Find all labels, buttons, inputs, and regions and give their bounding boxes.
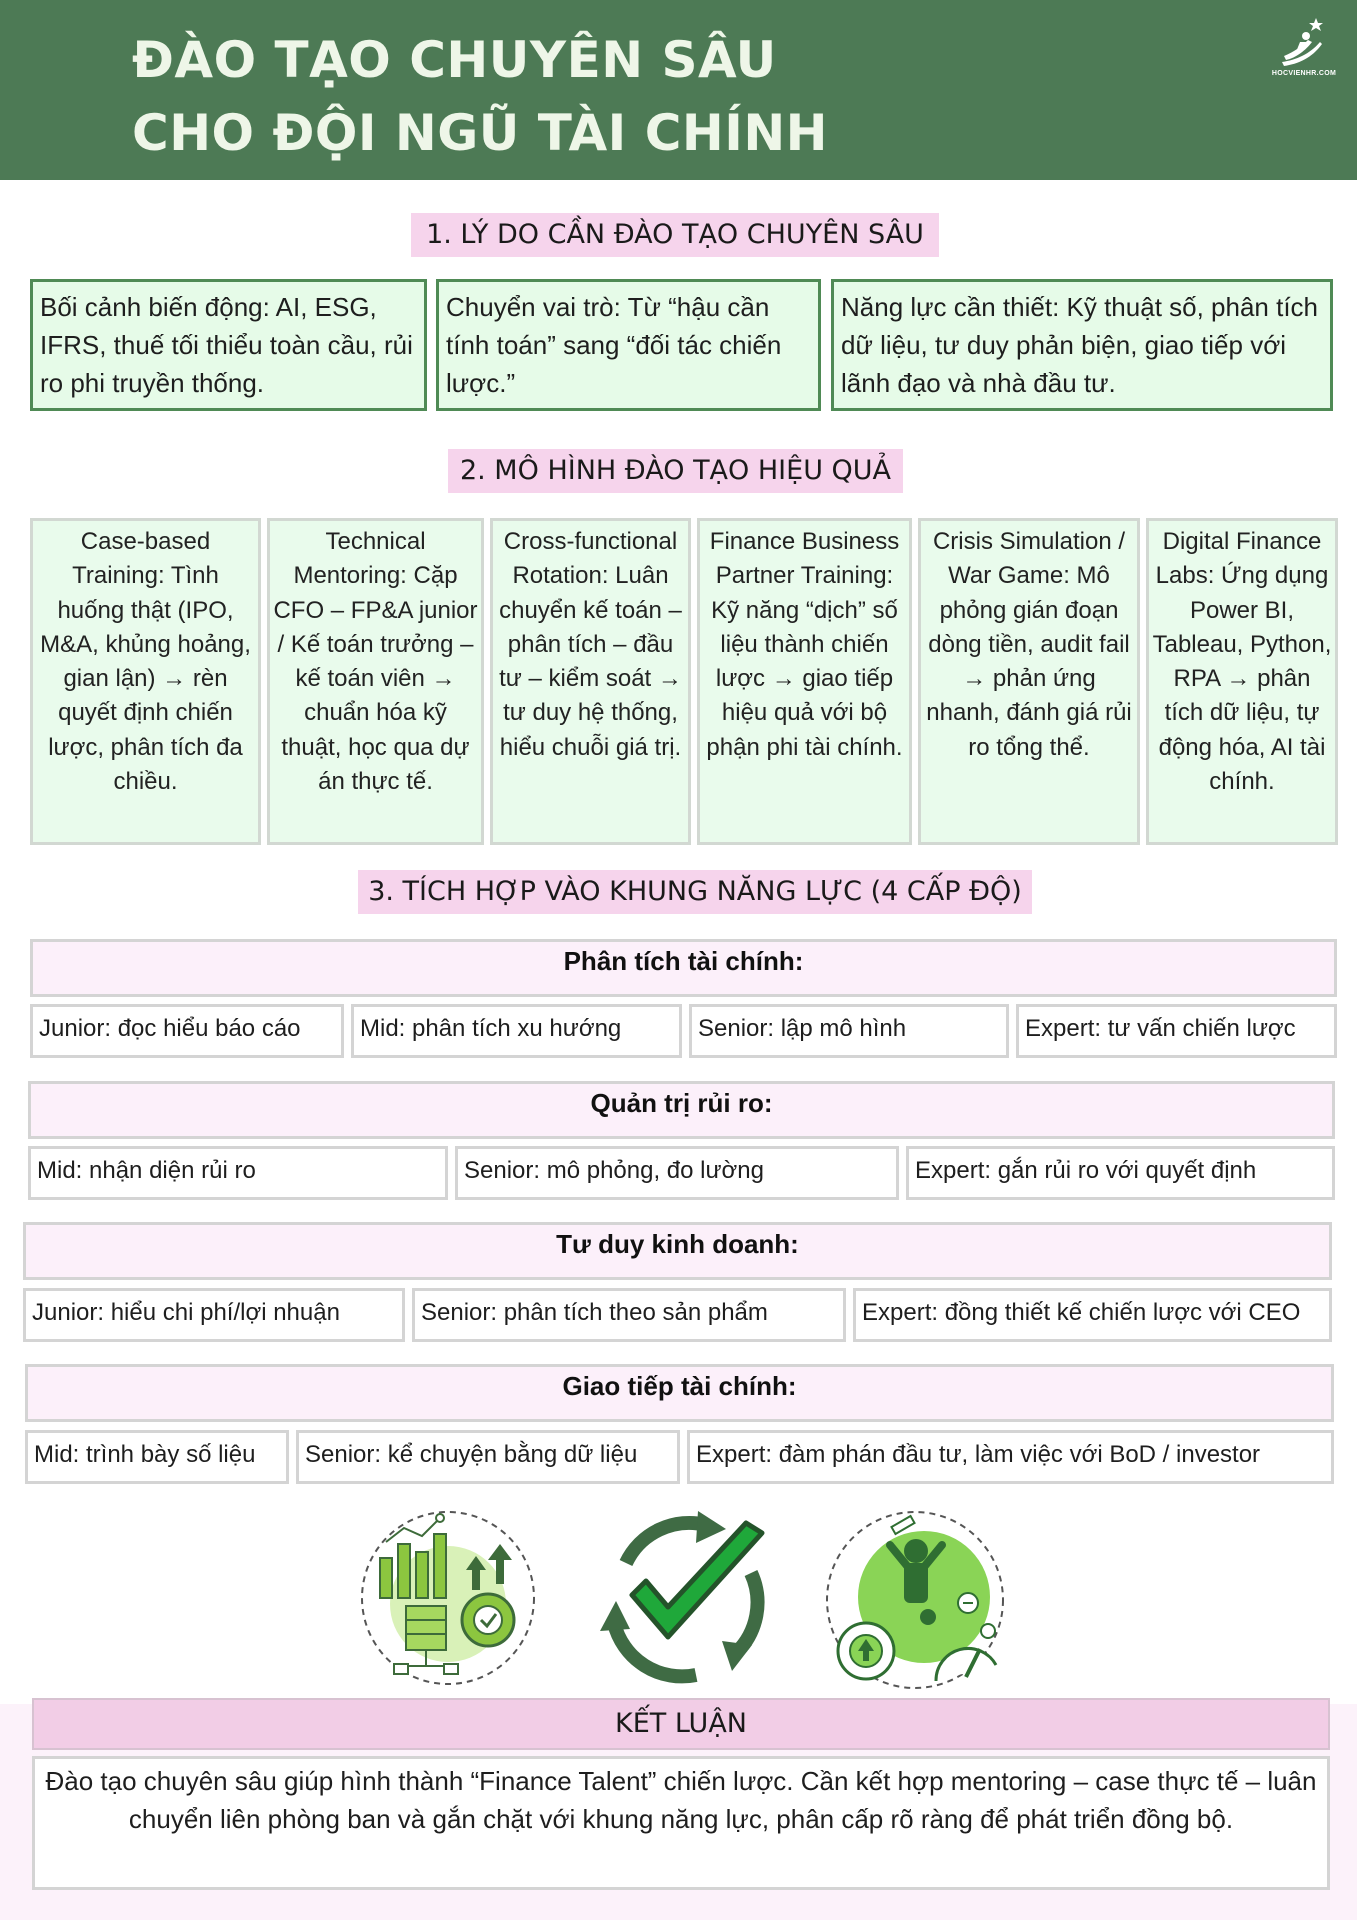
- conclusion-text: Đào tạo chuyên sâu giúp hình thành “Finance Talent” chiến lược. Cần kết hợp mentoring – case thực tế – luân chuyển liên phòng ban và gắn chặt với khung năng lực, phân cấp rõ ràng để phát triển đồng bộ.: [32, 1756, 1330, 1890]
- level-cell: Junior: đọc hiểu báo cáo: [30, 1004, 344, 1058]
- level-cell: Senior: lập mô hình: [689, 1004, 1009, 1058]
- level-cell: Senior: mô phỏng, đo lường: [455, 1146, 899, 1200]
- competency-title-financial-analysis: Phân tích tài chính:: [30, 939, 1337, 997]
- page-title-line2: CHO ĐỘI NGŨ TÀI CHÍNH: [132, 104, 829, 162]
- section2-title: 2. MÔ HÌNH ĐÀO TẠO HIỆU QUẢ: [448, 449, 903, 493]
- conclusion-title: KẾT LUẬN: [32, 1698, 1330, 1750]
- reason-box-context: Bối cảnh biến động: AI, ESG, IFRS, thuế tối thiểu toàn cầu, rủi ro phi truyền thống.: [30, 279, 427, 411]
- page-title: [132, 24, 828, 170]
- level-cell: Mid: nhận diện rủi ro: [28, 1146, 448, 1200]
- competency-title-financial-communication: Giao tiếp tài chính:: [25, 1364, 1334, 1422]
- level-cell: Mid: phân tích xu hướng: [351, 1004, 682, 1058]
- model-box-fbp-training: Finance Business Partner Training: Kỹ năng “dịch” số liệu thành chiến lược → giao tiếp hiệu quả với bộ phận phi tài chính.: [697, 518, 912, 845]
- level-cell: Senior: phân tích theo sản phẩm: [412, 1288, 846, 1342]
- competency-title-business-thinking: Tư duy kinh doanh:: [23, 1222, 1332, 1280]
- level-cell: Expert: đồng thiết kế chiến lược với CEO: [853, 1288, 1332, 1342]
- level-cell: Senior: kể chuyện bằng dữ liệu: [296, 1430, 680, 1484]
- analytics-icon: [358, 1508, 538, 1688]
- model-box-case-based: Case-based Training: Tình huống thật (IPO, M&A, khủng hoảng, gian lận) → rèn quyết định chiến lược, phân tích đa chiều.: [30, 518, 261, 845]
- level-cell: Expert: gắn rủi ro với quyết định: [906, 1146, 1335, 1200]
- check-cycle-icon: [586, 1503, 776, 1693]
- model-box-crisis-simulation: Crisis Simulation / War Game: Mô phỏng gián đoạn dòng tiền, audit fail → phản ứng nhanh, đánh giá rủi ro tổng thể.: [918, 518, 1140, 845]
- reason-box-role-shift: Chuyển vai trò: Từ “hậu cần tính toán” sang “đối tác chiến lược.”: [436, 279, 821, 411]
- team-growth-icon: [820, 1505, 1010, 1695]
- level-cell: Expert: đàm phán đầu tư, làm việc với BoD / investor: [687, 1430, 1334, 1484]
- logo-figure-icon: [1276, 12, 1332, 70]
- section3-title: 3. TÍCH HỢP VÀO KHUNG NĂNG LỰC (4 CẤP ĐỘ): [358, 870, 1032, 914]
- logo-text: HOCVIENHR.COM: [1271, 70, 1337, 77]
- competency-title-risk-management: Quản trị rủi ro:: [28, 1081, 1335, 1139]
- model-box-cross-functional: Cross-functional Rotation: Luân chuyển kế toán – phân tích – đầu tư – kiểm soát → tư duy hệ thống, hiểu chuỗi giá trị.: [490, 518, 691, 845]
- header-banner: [0, 0, 1357, 180]
- level-cell: Junior: hiểu chi phí/lợi nhuận: [23, 1288, 405, 1342]
- hocvienhr-logo: [1262, 12, 1346, 84]
- level-cell: Expert: tư vấn chiến lược: [1016, 1004, 1337, 1058]
- model-box-technical-mentoring: Technical Mentoring: Cặp CFO – FP&A junior / Kế toán trưởng – kế toán viên → chuẩn hóa kỹ thuật, học qua dự án thực tế.: [267, 518, 484, 845]
- model-box-digital-labs: Digital Finance Labs: Ứng dụng Power BI, Tableau, Python, RPA → phân tích dữ liệu, tự động hóa, AI tài chính.: [1146, 518, 1338, 845]
- reason-box-skills: Năng lực cần thiết: Kỹ thuật số, phân tích dữ liệu, tư duy phản biện, giao tiếp với lãnh đạo và nhà đầu tư.: [831, 279, 1333, 411]
- page-title-line1: ĐÀO TẠO CHUYÊN SÂU: [132, 31, 777, 89]
- section1-title: 1. LÝ DO CẦN ĐÀO TẠO CHUYÊN SÂU: [411, 213, 939, 257]
- level-cell: Mid: trình bày số liệu: [25, 1430, 289, 1484]
